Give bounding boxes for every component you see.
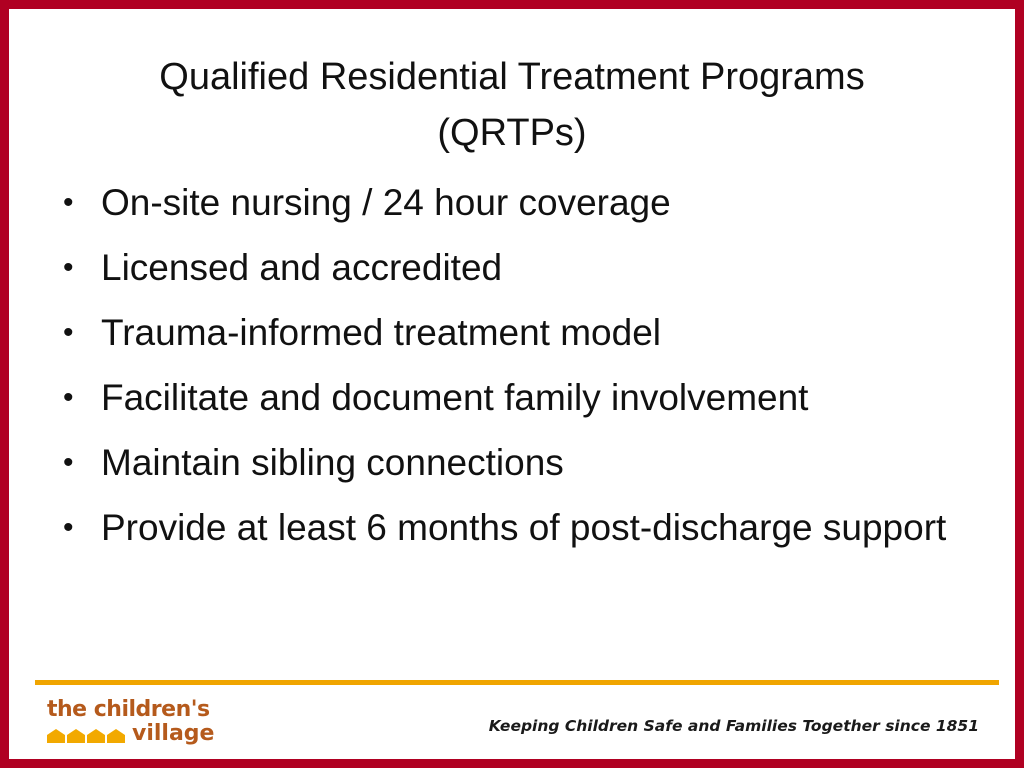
title-line-2: (QRTPs) — [437, 112, 587, 154]
bullet-item — [59, 240, 959, 296]
bullet-item — [59, 175, 959, 231]
bullet-text: Facilitate and document family involvement — [101, 377, 809, 418]
bullet-text: On-site nursing / 24 hour coverage — [101, 182, 671, 223]
bullet-icon: • — [63, 446, 74, 479]
bullet-icon: • — [63, 251, 74, 284]
bullet-text: Provide at least 6 months of post-discharge support — [101, 507, 947, 548]
bullet-icon: • — [63, 511, 74, 544]
bullet-icon: • — [63, 381, 74, 414]
bullet-icon: • — [63, 316, 74, 349]
slide-title — [9, 49, 1015, 161]
logo-text-line-1: the children's — [47, 697, 210, 722]
bullet-list — [59, 175, 959, 565]
bullet-text: Maintain sibling connections — [101, 442, 564, 483]
bullet-item — [59, 435, 959, 491]
bullet-icon: • — [63, 186, 74, 219]
houses-icon — [47, 729, 127, 743]
footer-tagline: Keeping Children Safe and Families Together since 1851 — [488, 717, 979, 735]
bullet-item — [59, 500, 959, 556]
title-line-1: Qualified Residential Treatment Programs — [159, 56, 865, 98]
bullet-text: Licensed and accredited — [101, 247, 503, 288]
logo-text-line-2: village — [132, 721, 215, 746]
bullet-item — [59, 370, 959, 426]
bullet-item — [59, 305, 959, 361]
organization-logo — [37, 697, 217, 753]
footer-divider — [35, 680, 999, 685]
bullet-text: Trauma-informed treatment model — [101, 312, 662, 353]
